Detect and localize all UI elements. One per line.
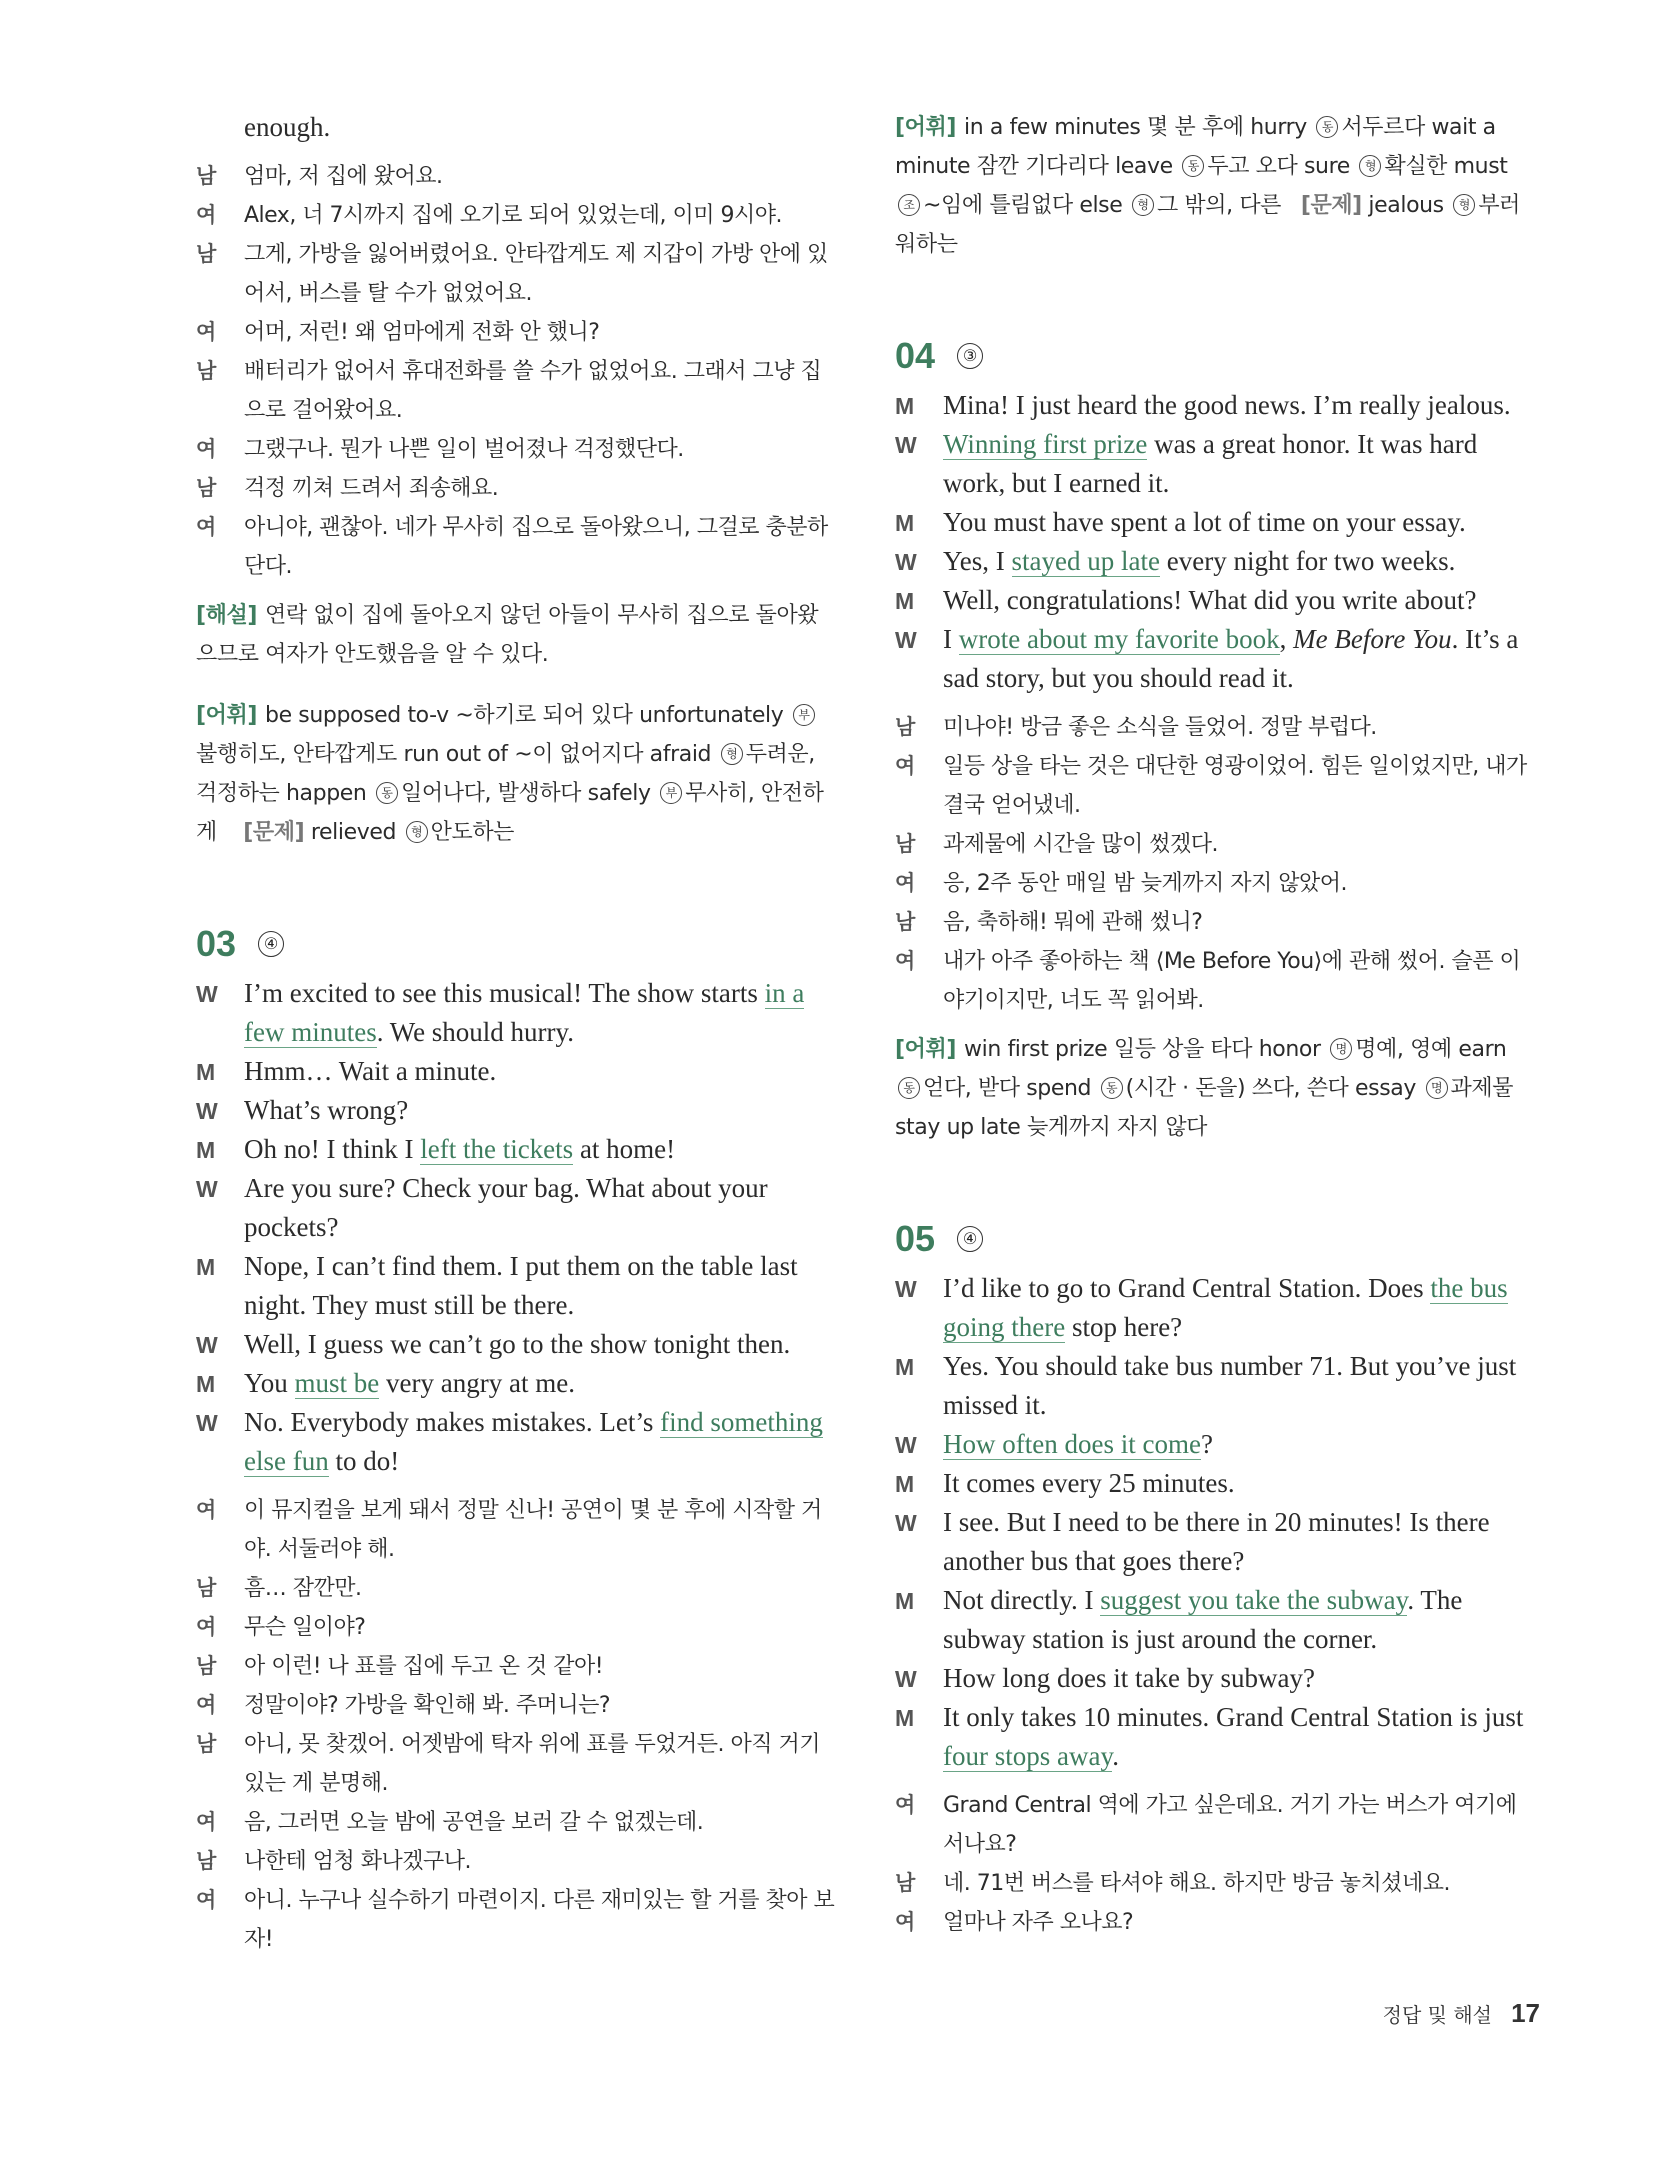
vocab-note-q04: [어휘] win first prize 일등 상을 타다 honor 명 명예, 영예 earn 동 얻다, 받다 spend 동 (시간 · 돈을) 쓰다, 쓴다 essay 명 과제물 stay up late 늦게까지 자지 않다 xyxy=(895,1037,1514,1140)
q05-english-dialogue xyxy=(895,1269,1535,1776)
ko-line: 남 과제물에 시간을 많이 썼겠다. xyxy=(895,832,1218,857)
en-line: M You must be very angry at me. xyxy=(196,1368,575,1398)
left-column xyxy=(196,108,836,1959)
page-footer xyxy=(1360,1998,1540,2029)
ko-line: 남 엄마, 저 집에 왔어요. xyxy=(196,164,443,189)
en-line: M Not directly. I suggest you take the subway. The subway station is just around the corner. xyxy=(895,1585,1463,1654)
question-header-03 xyxy=(196,922,836,966)
ko-line: 여 Alex, 너 7시까지 집에 오기로 되어 있었는데, 이미 9시야. xyxy=(196,203,783,228)
en-line: W No. Everybody makes mistakes. Let’s find something else fun to do! xyxy=(196,1407,823,1476)
ko-line: 여 일등 상을 타는 것은 대단한 영광이었어. 힘든 일이었지만, 내가 결국 얻어냈네. xyxy=(895,754,1527,818)
ko-line: 여 응, 2주 동안 매일 밤 늦게까지 자지 않았어. xyxy=(895,871,1347,896)
question-number: 05 xyxy=(895,1218,936,1259)
ko-line: 여 얼마나 자주 오나요? xyxy=(895,1910,1134,1935)
ko-line: 남 걱정 끼쳐 드려서 죄송해요. xyxy=(196,476,499,501)
en-line: M Yes. You should take bus number 71. But you’ve just missed it. xyxy=(895,1351,1517,1420)
en-line: M Hmm… Wait a minute. xyxy=(196,1056,497,1086)
en-line: W Well, I guess we can’t go to the show tonight then. xyxy=(196,1329,791,1359)
en-line: W I wrote about my favorite book, Me Before You. It’s a sad story, but you should read it. xyxy=(895,624,1519,693)
q02-korean-translation xyxy=(196,157,836,586)
q04-english-dialogue xyxy=(895,386,1535,698)
ko-line: 여 이 뮤지컬을 보게 돼서 정말 신나! 공연이 몇 분 후에 시작할 거야. 서둘러야 해. xyxy=(196,1498,822,1562)
vocab-note: [어휘] be supposed to-v ~하기로 되어 있다 unfortunately 부불행히도, 안타깝게도 run out of ~이 없어지다 afraid 형 두려운, 걱정하는 happen 동 일어나다, 발생하다 safely 부 무사히, 안전하게 [문제] relieved 형 안도하는 xyxy=(196,703,824,845)
q04-korean-translation xyxy=(895,708,1535,1020)
en-line: M It comes every 25 minutes. xyxy=(895,1468,1235,1498)
ko-line: 여 그랬구나. 뭔가 나쁜 일이 벌어졌나 걱정했단다. xyxy=(196,437,684,462)
ko-line: 남 나한테 엄청 화나겠구나. xyxy=(196,1849,472,1874)
en-line: W How long does it take by subway? xyxy=(895,1663,1315,1693)
ko-line: 여 어머, 저런! 왜 엄마에게 전화 안 했니? xyxy=(196,320,600,345)
ko-line: 남 그게, 가방을 잃어버렸어요. 안타깝게도 제 지갑이 가방 안에 있어서, 버스를 탈 수가 없었어요. xyxy=(196,242,828,306)
answer-badge: ③ xyxy=(957,343,983,369)
q03-english-dialogue xyxy=(196,974,836,1481)
ko-line: 여 아니. 누구나 실수하기 마련이지. 다른 재미있는 할 거를 찾아 보자! xyxy=(196,1888,835,1952)
en-line: M Nope, I can’t find them. I put them on the table last night. They must still be there. xyxy=(196,1251,798,1320)
right-column xyxy=(895,108,1535,1942)
ko-line: 남 아 이런! 나 표를 집에 두고 온 것 같아! xyxy=(196,1654,604,1679)
ko-line: 남 미나야! 방금 좋은 소식을 들었어. 정말 부럽다. xyxy=(895,715,1377,740)
vocab-note-q03: [어휘] in a few minutes 몇 분 후에 hurry 동 서두르다 wait a minute 잠깐 기다리다 leave 동 두고 오다 sure 형 확실한 must 조 ~임에 틀림없다 else 형 그 밖의, 다른 [문제] jealous 형 부러워하는 xyxy=(895,115,1521,257)
ko-line: 남 배터리가 없어서 휴대전화를 쓸 수가 없었어요. 그래서 그냥 집으로 걸어왔어요. xyxy=(196,359,822,423)
en-line: W How often does it come? xyxy=(895,1429,1213,1459)
answer-badge: ④ xyxy=(957,1226,983,1252)
en-line: W Are you sure? Check your bag. What about your pockets? xyxy=(196,1173,768,1242)
en-line: M Mina! I just heard the good news. I’m really jealous. xyxy=(895,390,1511,420)
page-number: 17 xyxy=(1511,1998,1540,2028)
answer-badge: ④ xyxy=(258,931,284,957)
footer-section-label: 정답 및 해설 xyxy=(1382,2003,1492,2027)
ko-line: 여 정말이야? 가방을 확인해 봐. 주머니는? xyxy=(196,1693,611,1718)
q05-korean-translation xyxy=(895,1786,1535,1942)
ko-line: 남 아니, 못 찾겠어. 어젯밤에 탁자 위에 표를 두었거든. 아직 거기 있는 게 분명해. xyxy=(196,1732,820,1796)
en-line: M You must have spent a lot of time on your essay. xyxy=(895,507,1466,537)
en-line: M It only takes 10 minutes. Grand Central Station is just four stops away. xyxy=(895,1702,1524,1771)
en-line: M Oh no! I think I left the tickets at home! xyxy=(196,1134,676,1164)
en-line: W I see. But I need to be there in 20 minutes! Is there another bus that goes there? xyxy=(895,1507,1490,1576)
q03-korean-translation xyxy=(196,1491,836,1959)
ko-line: 여 Grand Central 역에 가고 싶은데요. 거기 가는 버스가 여기에 서나요? xyxy=(895,1793,1517,1857)
ko-line: 여 음, 그러면 오늘 밤에 공연을 보러 갈 수 없겠는데. xyxy=(196,1810,704,1835)
question-number: 04 xyxy=(895,335,936,376)
question-number: 03 xyxy=(196,923,237,964)
en-line: W What’s wrong? xyxy=(196,1095,409,1125)
ko-line: 여 내가 아주 좋아하는 책 ⟨Me Before You⟩에 관해 썼어. 슬픈 이야기이지만, 너도 꼭 읽어봐. xyxy=(895,949,1521,1013)
ko-line: 남 네. 71번 버스를 타셔야 해요. 하지만 방금 놓치셨네요. xyxy=(895,1871,1450,1896)
en-line: W I’d like to go to Grand Central Station. Does the bus going there stop here? xyxy=(895,1273,1508,1342)
ko-line: 여 무슨 일이야? xyxy=(196,1615,366,1640)
question-header-05 xyxy=(895,1217,1535,1261)
explanation-note: [해설] 연락 없이 집에 돌아오지 않던 아들이 무사히 집으로 돌아왔으므로 여자가 안도했음을 알 수 있다. xyxy=(196,603,819,667)
ko-line: 여 아니야, 괜찮아. 네가 무사히 집으로 돌아왔으니, 그걸로 충분하단다. xyxy=(196,515,828,579)
dialogue-line-tail: enough. xyxy=(244,112,331,142)
question-header-04 xyxy=(895,334,1535,378)
en-line: W Winning first prize was a great honor. It was hard work, but I earned it. xyxy=(895,429,1478,498)
ko-line: 남 음, 축하해! 뭐에 관해 썼니? xyxy=(895,910,1203,935)
en-line: M Well, congratulations! What did you write about? xyxy=(895,585,1477,615)
en-line: W Yes, I stayed up late every night for two weeks. xyxy=(895,546,1456,576)
ko-line: 남 흠… 잠깐만. xyxy=(196,1576,362,1601)
en-line: W I’m excited to see this musical! The show starts in a few minutes. We should hurry. xyxy=(196,978,805,1047)
